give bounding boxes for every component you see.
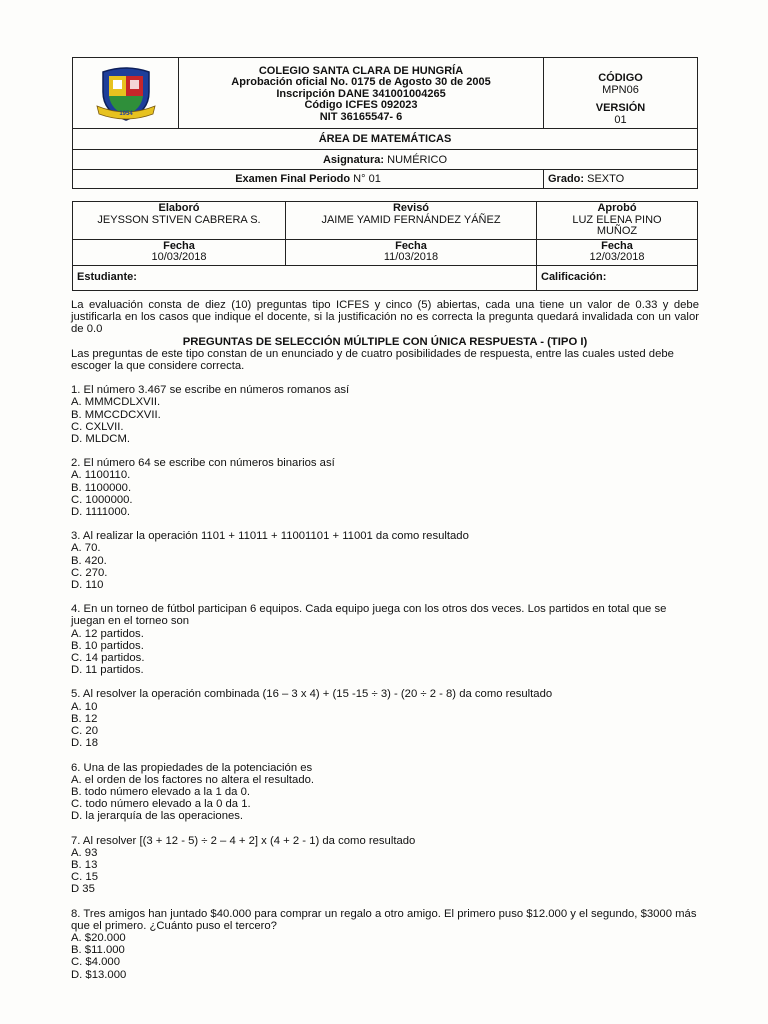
exam-label: Examen Final Periodo (235, 173, 351, 185)
subject-label: Asignatura: (322, 153, 385, 166)
answer-option[interactable]: C. CXLVII. (71, 420, 124, 433)
subject-row (73, 150, 698, 170)
question-text: 1. El número 3.467 se escribe en números romanos así (71, 384, 350, 397)
answer-option[interactable]: D. 18 (71, 737, 99, 750)
reviso-cell (286, 202, 537, 240)
code-label: CÓDIGO (598, 72, 643, 84)
answer-option[interactable]: A. 93 (71, 846, 98, 859)
question-text: 4. En un torneo de fútbol participan 6 equipos. Cada equipo juega con los otros dos veces. Los partidos en total que se juegan en el torneo son (71, 603, 667, 628)
question-block (71, 603, 699, 676)
answer-option[interactable]: B. 1100000. (71, 481, 132, 494)
elaboro-cell (73, 202, 286, 240)
school-logo-cell (73, 58, 179, 129)
section-title: PREGUNTAS DE SELECCIÓN MÚLTIPLE CON ÚNICA RESPUESTA - (TIPO I) (182, 335, 588, 348)
student-field[interactable]: Estudiante: (73, 265, 537, 290)
answer-option[interactable]: A. 1100110. (71, 469, 131, 482)
answer-option[interactable]: B. 12 (71, 712, 98, 725)
question-text: 6. Una de las propiedades de la potenciación es (71, 761, 313, 774)
school-crest-icon (95, 62, 157, 124)
subject-value: NUMÉRICO (387, 153, 448, 166)
fecha-label: Fecha (163, 239, 195, 252)
answer-option[interactable]: A. $20.000 (71, 931, 126, 944)
answer-option[interactable]: B. MMCCDCXVII. (71, 408, 161, 421)
aprobo-label: Aprobó (597, 202, 637, 214)
elaboro-label: Elaboró (158, 202, 200, 214)
question-block (71, 908, 699, 981)
question-text: 7. Al resolver [(3 + 12 - 5) ÷ 2 – 4 + 2] x (4 + 2 - 1) da como resultado (71, 834, 416, 847)
question-text: 2. El número 64 se escribe con números binarios así (71, 457, 335, 470)
answer-option[interactable]: D. 110 (71, 579, 104, 592)
code-value: MPN06 (602, 84, 639, 96)
question-block (71, 688, 699, 749)
question-list (71, 384, 699, 981)
code-version-cell (544, 58, 698, 129)
intro-paragraph: La evaluación consta de diez (10) preguntas tipo ICFES y cinco (5) abiertas, cada una tiene un valor de 0.33 y debe justificarla en los casos que indique el docente, si la justificación no es correcta la pregunta quedará invalidada con un valor de 0.0 (71, 299, 699, 336)
grade-label: Grado: (548, 173, 585, 185)
answer-option[interactable]: C. todo número elevado a la 0 da 1. (71, 798, 251, 811)
fecha-label: Fecha (395, 239, 427, 252)
section-description: Las preguntas de este tipo constan de un enunciado y de cuatro posibilidades de respuesta, entre las cuales usted debe escoger la que considere correcta. (71, 347, 674, 373)
header-table (72, 57, 698, 189)
fecha-label: Fecha (601, 239, 633, 252)
fecha-value: 12/03/2018 (589, 251, 645, 263)
elaboro-name: JEYSSON STIVEN CABRERA S. (97, 213, 261, 226)
answer-option[interactable]: A. MMMCDLXVII. (71, 396, 161, 409)
question-block (71, 530, 699, 591)
answer-option[interactable]: C. 1000000. (71, 493, 133, 506)
answer-option[interactable]: C. 20 (71, 725, 99, 738)
question-block (71, 762, 699, 823)
grade-field[interactable]: Calificación: (537, 265, 698, 290)
area-title: ÁREA DE MATEMÁTICAS (73, 129, 698, 150)
answer-option[interactable]: D 35 (71, 883, 95, 896)
institution-name: COLEGIO SANTA CLARA DE HUNGRÍA (258, 64, 464, 77)
version-value: 01 (614, 114, 627, 126)
exam-value: N° 01 (353, 173, 381, 185)
question-text: 5. Al resolver la operación combinada (16 – 3 x 4) + (15 -15 ÷ 3) - (20 ÷ 2 - 8) da como resultado (71, 688, 553, 701)
icfes-line: Código ICFES 092023 (304, 99, 418, 112)
signoff-table (72, 201, 698, 291)
question-block (71, 384, 699, 445)
answer-option[interactable]: C. 15 (71, 871, 99, 884)
aprobo-cell (537, 202, 698, 240)
answer-option[interactable]: B. 420. (71, 554, 107, 567)
reviso-name: JAIME YAMID FERNÁNDEZ YÁÑEZ (321, 213, 501, 226)
aprobo-name: LUZ ELENA PINO MUÑOZ (572, 213, 662, 237)
answer-option[interactable]: B. $11.000 (71, 944, 125, 957)
question-block (71, 457, 699, 518)
grade-cell (544, 170, 698, 189)
answer-option[interactable]: A. 70. (71, 542, 101, 555)
fecha-cell-3 (537, 239, 698, 265)
answer-option[interactable]: B. 13 (71, 858, 98, 871)
fecha-cell-1 (73, 239, 286, 265)
institution-info (179, 58, 544, 129)
answer-option[interactable]: A. 10 (71, 700, 98, 713)
fecha-cell-2 (286, 239, 537, 265)
answer-option[interactable]: A. 12 partidos. (71, 627, 144, 640)
answer-option[interactable]: D. 11 partidos. (71, 664, 144, 677)
grade-value: SEXTO (587, 173, 625, 185)
answer-option[interactable]: C. $4.000 (71, 956, 120, 969)
version-label: VERSIÓN (595, 102, 646, 114)
answer-option[interactable]: D. la jerarquía de las operaciones. (71, 810, 244, 823)
exam-body (71, 299, 699, 981)
approval-line: Aprobación oficial No. 0175 de Agosto 30 de 2005 (231, 76, 491, 89)
logo-banner-text: 1954 (119, 111, 133, 117)
question-block (71, 835, 699, 896)
answer-option[interactable]: D. $13.000 (71, 968, 127, 981)
dane-line: Inscripción DANE 341001004265 (276, 87, 446, 100)
answer-option[interactable]: C. 270. (71, 566, 108, 579)
answer-option[interactable]: A. el orden de los factores no altera el resultado. (71, 773, 315, 786)
answer-option[interactable]: D. 1111000. (71, 506, 131, 519)
nit-line: NIT 36165547- 6 (319, 110, 403, 123)
answer-option[interactable]: B. todo número elevado a la 1 da 0. (71, 785, 250, 798)
answer-option[interactable]: C. 14 partidos. (71, 652, 145, 665)
question-text: 8. Tres amigos han juntado $40.000 para comprar un regalo a otro amigo. El primero puso $12.000 y el segundo, $3000 más que el primero. ¿Cuánto puso el tercero? (71, 907, 697, 932)
answer-option[interactable]: D. MLDCM. (71, 433, 130, 446)
question-text: 3. Al realizar la operación 1101 + 11011 + 11001101 + 11001 da como resultado (71, 530, 469, 543)
fecha-value: 11/03/2018 (383, 251, 439, 263)
fecha-value: 10/03/2018 (151, 251, 207, 263)
exam-period-cell (73, 170, 544, 189)
reviso-label: Revisó (392, 202, 430, 214)
answer-option[interactable]: B. 10 partidos. (71, 639, 144, 652)
